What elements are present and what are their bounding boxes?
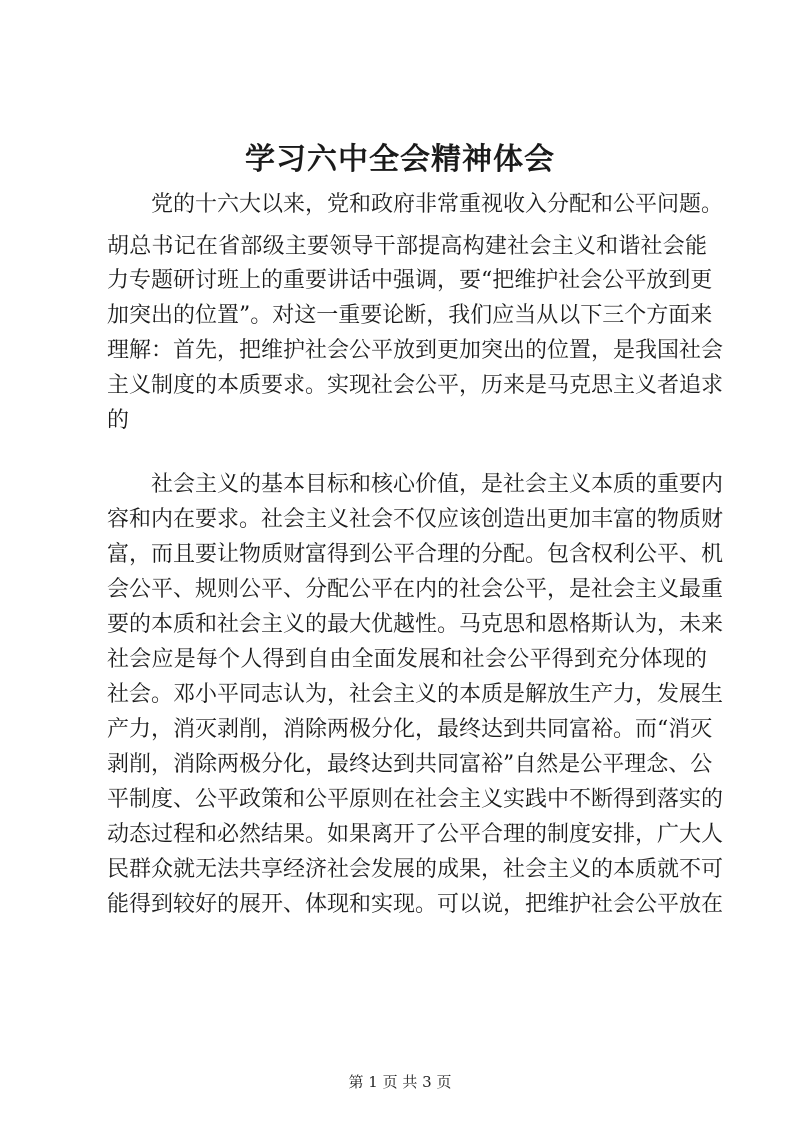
paragraph-2-line: 剥削，消除两极分化，最终达到共同富裕”自然是公平理念、公 — [107, 752, 713, 777]
paragraph-2-line: 社会。邓小平同志认为，社会主义的本质是解放生产力，发展生 — [107, 682, 724, 707]
paragraph-2-line: 社会主义的基本目标和核心价值，是社会主义本质的重要内 — [107, 472, 724, 497]
paragraph-1-line: 力专题研讨班上的重要讲话中强调，要“把维护社会公平放到更 — [107, 268, 713, 293]
paragraph-1-line: 党的十六大以来，党和政府非常重视收入分配和公平问题。 — [107, 192, 724, 217]
paragraph-1-line: 主义制度的本质要求。实现社会公平，历来是马克思主义者追求 — [107, 373, 724, 398]
paragraph-1-line: 胡总书记在省部级主要领导干部提高构建社会主义和谐社会能 — [107, 234, 707, 259]
paragraph-2-line: 平制度、公平政策和公平原则在社会主义实践中不断得到落实的 — [107, 787, 724, 812]
paragraph-2-line: 社会应是每个人得到自由全面发展和社会公平得到充分体现的 — [107, 647, 707, 672]
paragraph-2-line: 要的本质和社会主义的最大优越性。马克思和恩格斯认为，未来 — [107, 612, 724, 637]
paragraph-1-line: 加突出的位置”。对这一重要论断，我们应当从以下三个方面来 — [107, 303, 713, 328]
paragraph-2-line: 会公平、规则公平、分配公平在内的社会公平，是社会主义最重 — [107, 577, 724, 602]
paragraph-2-line: 民群众就无法共享经济社会发展的成果，社会主义的本质就不可 — [107, 857, 724, 882]
document-title: 学习六中全会精神体会 — [245, 142, 555, 177]
paragraph-1-line: 理解：首先，把维护社会公平放到更加突出的位置，是我国社会 — [107, 338, 724, 363]
paragraph-2-line: 动态过程和必然结果。如果离开了公平合理的制度安排，广大人 — [107, 822, 724, 847]
page-footer: 第 1 页 共 3 页 — [348, 1073, 452, 1091]
paragraph-2-line: 能得到较好的展开、体现和实现。可以说，把维护社会公平放在 — [107, 892, 724, 917]
paragraph-2-line: 容和内在要求。社会主义社会不仅应该创造出更加丰富的物质财 — [107, 507, 724, 532]
paragraph-2-line: 富，而且要让物质财富得到公平合理的分配。包含权利公平、机 — [107, 542, 724, 567]
paragraph-1-line: 的 — [107, 408, 130, 433]
paragraph-2-line: 产力，消灭剥削，消除两极分化，最终达到共同富裕。而“消灭 — [107, 717, 713, 742]
